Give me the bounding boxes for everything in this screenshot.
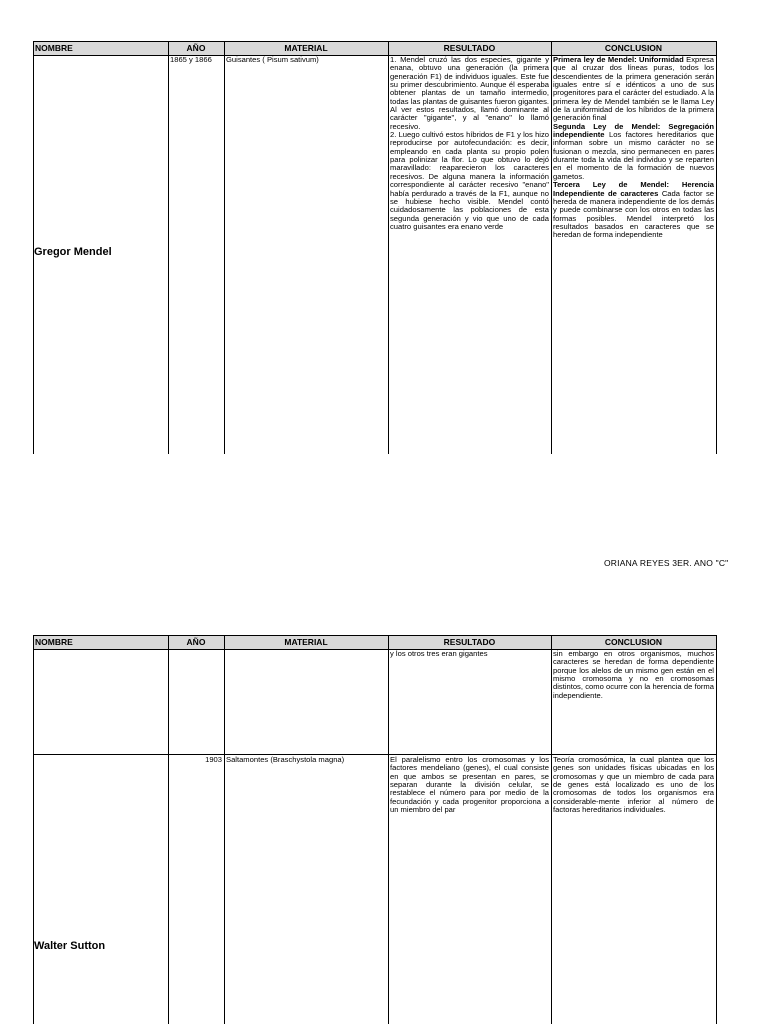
conclusion-cell: Teoría cromosómica, la cual plantea que los genes son unidades físicas ubicadas en los cromosomas y que un miembro de cada para de genes está localizado es uno de los cromosomas de todos los organismos era considerable-mente inferior al número de factoras hereditarios individuales. [553,755,714,815]
header-resultado: RESULTADO [443,637,496,647]
law-2 [553,123,714,181]
law-2-heading: Segunda Ley de Mendel: Segregación independiente [553,121,714,140]
column-divider [168,635,169,1024]
header-conclusion: CONCLUSION [604,43,663,53]
conclusion-cell [553,56,714,240]
header-nombre: NOMBRE [35,43,73,53]
column-divider [224,635,225,1024]
column-divider [551,41,552,454]
law-1-text: Expresa que al cruzar dos líneas puras, todos los descendientes de la primera generación serán iguales entre sí e idénticos a uno de sus progenitores para el carácter del estudiado. A la primera ley de Mendel también se le llama Ley de la uniformidad de los híbridos de la primera generación final [553,55,714,123]
header-conclusion: CONCLUSION [604,637,663,647]
table-header [33,41,716,56]
law-3-heading: Tercera Ley de Mendel: Herencia Independiente de caracteres [553,180,714,198]
header-resultado: RESULTADO [443,43,496,53]
column-divider [168,41,169,454]
column-divider [224,41,225,454]
column-divider [388,635,389,1024]
law-3 [553,181,714,239]
header-material: MATERIAL [284,43,328,53]
author-footer: ORIANA REYES 3ER. ANO "C" [604,558,729,568]
header-anio: AÑO [186,43,206,53]
sutton-table [33,635,716,1024]
year-cell: 1865 y 1866 [170,55,212,64]
year-cell: 1903 [205,755,222,764]
material-cell: Guisantes ( Pisum sativum) [226,55,319,64]
law-1 [553,56,714,123]
material-cell: Saltamontes (Braschystola magna) [226,755,345,764]
column-divider [716,635,717,1024]
law-2-text: Los factores hereditarios que informan sobre un mismo carácter no se fusionan o mezcla, sino permanecen en pares durante toda la vida del individuo y se reparten en el momento de la formación de nuevos gametos. [553,130,714,181]
law-3-text: Cada factor se hereda de manera independiente de los demás y puede combinarse con los otros en todas las formas posibles. Mendel interpretó los resultados basados en caracteres que se heredan de forma independiente [553,188,714,240]
continuation-resultado: y los otros tres eran gigantes [390,649,488,658]
table-header [33,635,716,650]
continuation-conclusion: sin embargo en otros organismos, muchos caracteres se heredan de forma dependiente porque los alelos de un mismo gen están en el mismo cromosoma y no en cromosomas distintos, como ocurre con la herencia de forma independiente. [553,649,714,700]
mendel-table [33,41,716,454]
column-divider [388,41,389,454]
column-divider [33,635,34,1024]
header-material: MATERIAL [284,637,328,647]
resultado-cell [390,56,549,231]
law-1-heading: Primera ley de Mendel: Uniformidad [553,55,684,64]
scientist-name: Walter Sutton [34,940,106,952]
scientist-name: Gregor Mendel [34,246,112,258]
resultado-paragraph-1: 1. Mendel cruzó las dos especies, gigante y enana, obtuvo una generación (la primera generación F1) de individuos iguales. Este fue su primer descubrimiento. Aunque él esperaba obtener plantas de un tamaño intermedio, todas las plantas de guisantes fueron gigantes. Al ver estos resultados, llamó dominante al carácter "gigante", y al "enano" lo llamó recesivo. [390,55,549,131]
header-anio: AÑO [186,637,206,647]
resultado-cell: El paralelismo entro los cromosomas y los factores mendeliano (genes), el cual consiste en que ambos se presentan en pares, se separan durante la división celular, se restablece el número para por medio de la fecundación y cada progenitor proporciona a un miembro del par [390,755,549,815]
column-divider [716,41,717,454]
resultado-paragraph-2: 2. Luego cultivó estos híbridos de F1 y los hizo reproducirse por autofecundación: es decir, empleando en cada planta su propio polen para polinizar la flor. Lo que obtuvo lo dejó maravillado: reaparecieron los caracteres recesivos. De alguna manera la información correspondiente al carácter recesivo "enano" había perdurado a través de la F1, aunque no se hubiese hecho visible. Mendel contó cuidadosamente las poblaciones de esta segunda generación y vio que uno de cada cuatro guisantes era enano verde [390,130,549,231]
header-nombre: NOMBRE [35,637,73,647]
column-divider [551,635,552,1024]
